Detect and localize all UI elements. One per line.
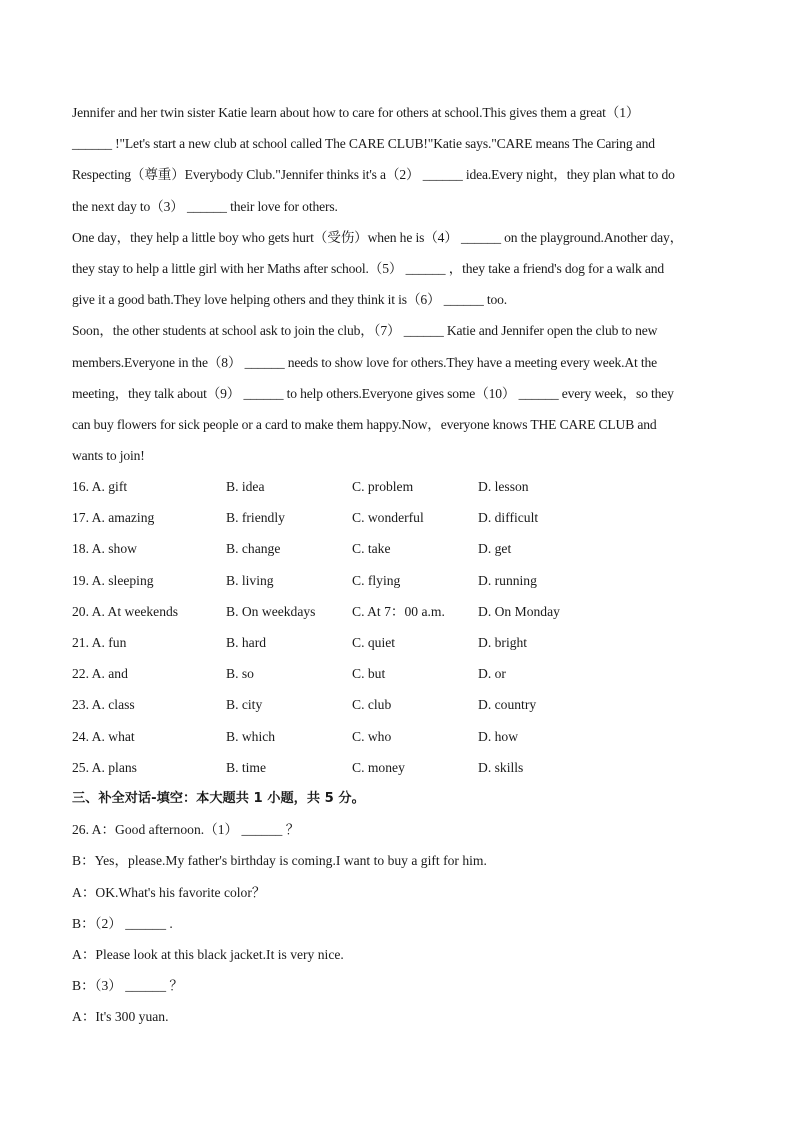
question-row xyxy=(72,752,722,783)
passage-line: wants to join! xyxy=(72,448,145,464)
passage-line: they stay to help a little girl with her Maths after school.（5） ______ ，they take a friend's dog for a walk and xyxy=(72,260,665,276)
question-option-d: D. running xyxy=(478,572,537,588)
question-option-b: B. living xyxy=(226,572,274,588)
passage-line: can buy flowers for sick people or a card to make them happy.Now，everyone knows THE CARE CLUB and xyxy=(72,416,657,432)
question-row xyxy=(72,689,722,720)
question-option-a: 24. A. what xyxy=(72,728,135,744)
question-option-a: 18. A. show xyxy=(72,541,137,557)
dialogue-line: 26. A：Good afternoon.（1） ______ ？ xyxy=(72,822,300,838)
question-option-b: B. time xyxy=(226,759,267,775)
question-option-a: 23. A. class xyxy=(72,697,135,713)
dialogue-line: A：OK.What's his favorite color？ xyxy=(72,884,266,900)
question-option-c: C. but xyxy=(352,666,386,682)
dialogue-line: A：Please look at this black jacket.It is very nice. xyxy=(72,946,344,962)
passage-line: ______ !"Let's start a new club at school called The CARE CLUB!"Katie says."CARE means The Caring and xyxy=(72,136,655,152)
question-option-a: 22. A. and xyxy=(72,666,128,682)
question-option-b: B. On weekdays xyxy=(226,603,316,619)
passage-line: the next day to（3） ______ their love for others. xyxy=(72,198,338,214)
passage-line: members.Everyone in the（8） ______ needs to show love for others.They have a meeting every week.At the xyxy=(72,354,658,370)
question-option-d: D. how xyxy=(478,728,519,744)
question-option-a: 21. A. fun xyxy=(72,634,127,650)
question-option-d: D. or xyxy=(478,666,506,682)
question-row xyxy=(72,658,722,689)
question-option-d: D. get xyxy=(478,541,512,557)
question-option-d: D. bright xyxy=(478,634,528,650)
question-option-b: B. hard xyxy=(226,634,267,650)
question-option-b: B. change xyxy=(226,541,281,557)
question-option-b: B. friendly xyxy=(226,510,285,526)
question-option-c: C. who xyxy=(352,728,392,744)
question-option-b: B. so xyxy=(226,666,254,682)
passage-line: Respecting（尊重）Everybody Club."Jennifer thinks it's a（2） ______ idea.Every night，they plan what to do xyxy=(72,167,675,183)
question-option-b: B. city xyxy=(226,697,263,713)
question-option-d: D. difficult xyxy=(478,510,539,526)
dialogue-line: B：Yes，please.My father's birthday is coming.I want to buy a gift for him. xyxy=(72,853,487,869)
question-row xyxy=(72,627,722,658)
passage-line: Jennifer and her twin sister Katie learn about how to care for others at school.This gives them a great（1） xyxy=(72,105,640,120)
question-option-b: B. idea xyxy=(226,479,265,494)
passage-line: give it a good bath.They love helping others and they think it is（6） ______ too. xyxy=(72,292,508,308)
question-option-c: C. problem xyxy=(352,479,414,494)
question-row xyxy=(72,721,722,752)
question-option-b: B. which xyxy=(226,728,276,744)
question-option-d: D. country xyxy=(478,697,537,713)
question-option-c: C. flying xyxy=(352,572,401,588)
question-option-a: 25. A. plans xyxy=(72,759,137,775)
question-option-c: C. quiet xyxy=(352,634,396,650)
question-option-d: D. lesson xyxy=(478,479,529,494)
question-row xyxy=(72,502,722,533)
question-option-c: C. club xyxy=(352,697,392,713)
dialogue-line: B：（2） ______ . xyxy=(72,915,173,931)
question-option-a: 16. A. gift xyxy=(72,479,128,494)
dialogue-line: A：It's 300 yuan. xyxy=(72,1009,169,1025)
question-row xyxy=(72,565,722,596)
dialogue-line: B：（3） ______ ？ xyxy=(72,978,184,994)
dialogue-section xyxy=(72,783,722,1033)
reading-passage xyxy=(72,97,722,471)
question-option-d: D. On Monday xyxy=(478,603,560,619)
question-option-c: C. At 7：00 a.m. xyxy=(352,603,445,619)
section-heading: 三、补全对话-填空：本大题共 1 小题，共 5 分。 xyxy=(72,791,365,806)
question-row xyxy=(72,533,722,564)
passage-line: meeting，they talk about（9） ______ to help others.Everyone gives some（10） ______ every week，so they xyxy=(72,385,674,401)
question-option-c: C. money xyxy=(352,759,405,775)
passage-line: Soon，the other students at school ask to join the club，（7） ______ Katie and Jennifer open the club to new xyxy=(72,323,658,339)
question-option-c: C. wonderful xyxy=(352,510,424,526)
question-row xyxy=(72,596,722,627)
question-option-c: C. take xyxy=(352,541,391,557)
question-option-a: 19. A. sleeping xyxy=(72,572,154,588)
question-option-a: 17. A. amazing xyxy=(72,510,155,526)
multiple-choice-list xyxy=(72,471,722,783)
question-row xyxy=(72,471,722,502)
passage-line: One day，they help a little boy who gets hurt（受伤）when he is（4） ______ on the playground.Another day， xyxy=(72,229,684,245)
question-option-d: D. skills xyxy=(478,759,524,775)
question-option-a: 20. A. At weekends xyxy=(72,603,179,619)
